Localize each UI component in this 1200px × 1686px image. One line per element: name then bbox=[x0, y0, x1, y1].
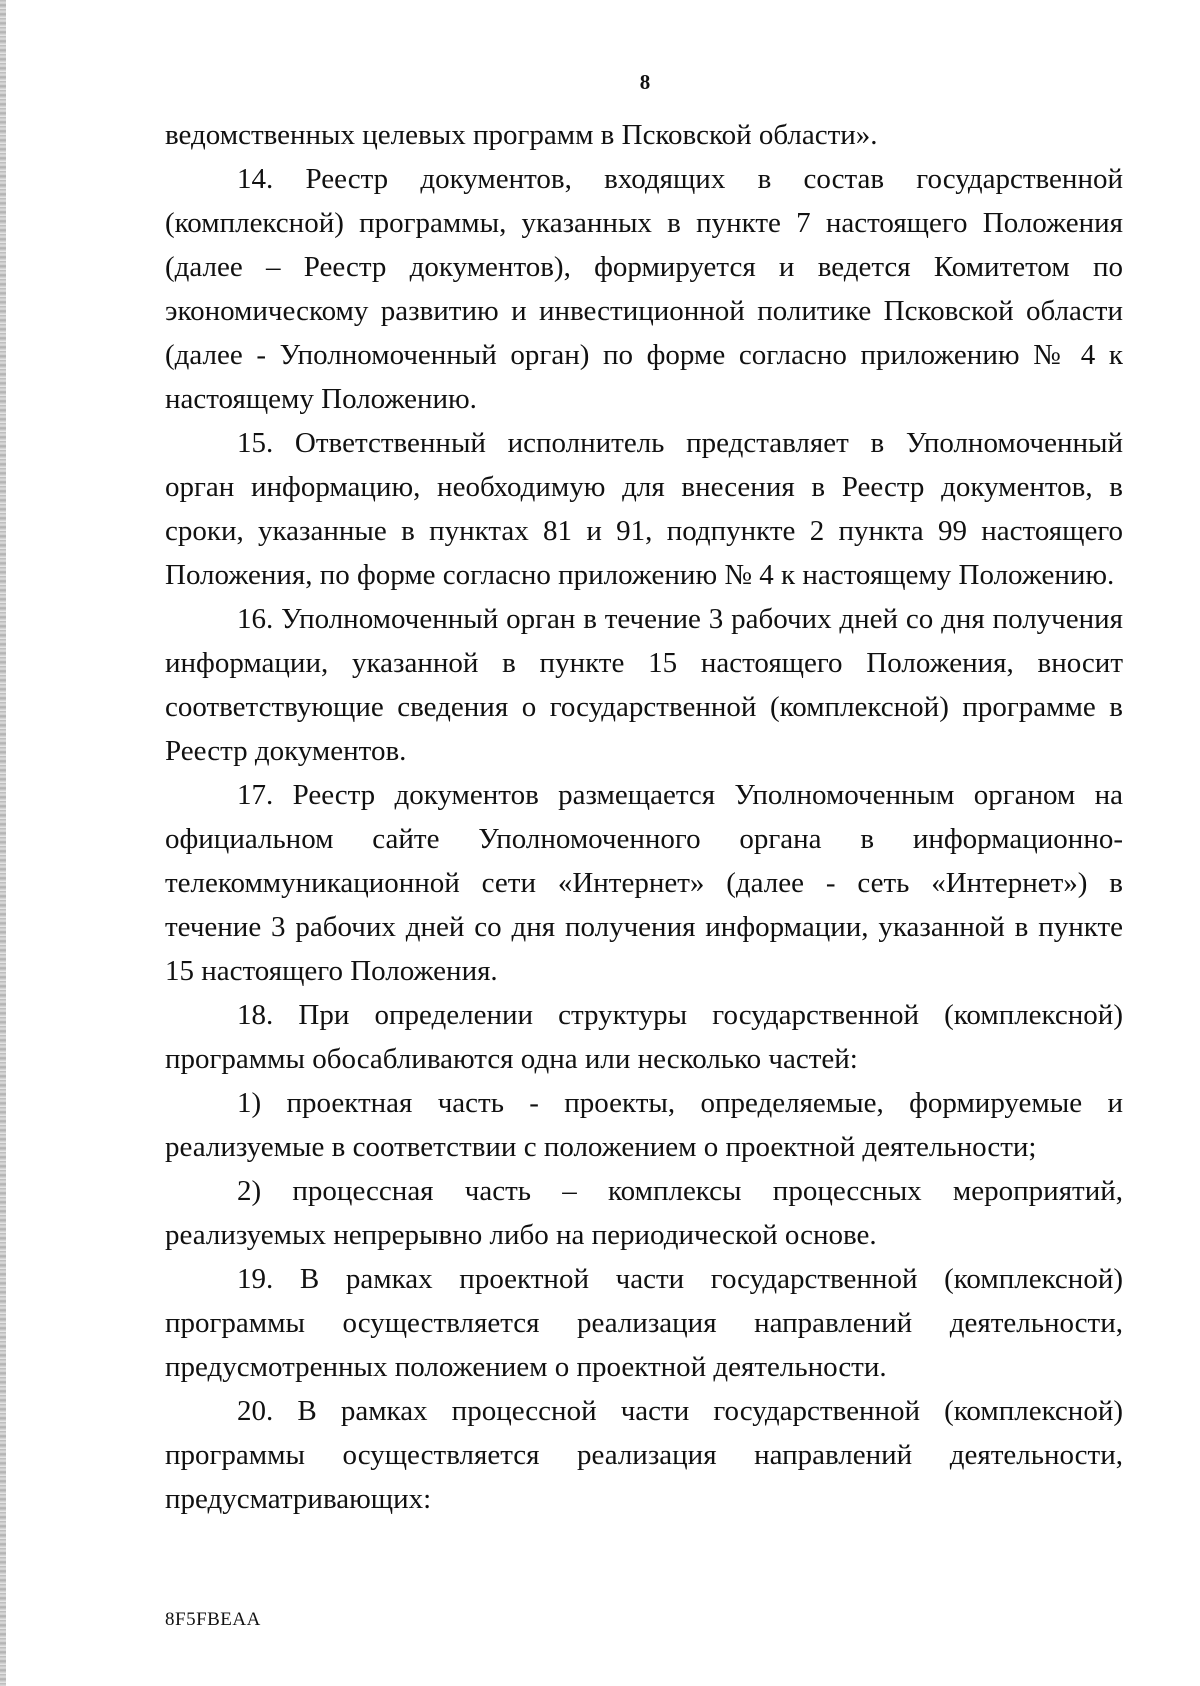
paragraph-19: 19. В рамках проектной части государственной (комплексной) программы осуществляется реализация направлений деятельности, предусмотренных положением о проектной деятельности. bbox=[165, 1263, 1123, 1383]
paragraph-continuation: ведомственных целевых программ в Псковской области». bbox=[165, 119, 878, 151]
paragraph-15: 15. Ответственный исполнитель представляет в Уполномоченный орган информацию, необходимую для внесения в Реестр документов, в сроки, указанные в пунктах 81 и 91, подпункте 2 пункта 99 настоящего Положения, по форме согласно приложению № 4 к настоящему Положению. bbox=[165, 427, 1123, 591]
paragraph-18-item-2: 2) процессная часть – комплексы процессных мероприятий, реализуемых непрерывно либо на периодической основе. bbox=[165, 1175, 1123, 1251]
paragraph-20: 20. В рамках процессной части государственной (комплексной) программы осуществляется реализация направлений деятельности, предусматривающих: bbox=[165, 1395, 1123, 1515]
paragraph-17: 17. Реестр документов размещается Уполномоченным органом на официальном сайте Уполномоченного органа в информационно-телекоммуникационной сети «Интернет» (далее - сеть «Интернет») в течение 3 рабочих дней со дня получения информации, указанной в пункте 15 настоящего Положения. bbox=[165, 779, 1123, 987]
document-code: 8F5FBEAA bbox=[165, 1609, 261, 1630]
scan-edge bbox=[0, 0, 6, 1686]
paragraph-18-item-1: 1) проектная часть - проекты, определяемые, формируемые и реализуемые в соответствии с положением о проектной деятельности; bbox=[165, 1087, 1123, 1163]
page-number: 8 bbox=[639, 70, 651, 94]
paragraph-16: 16. Уполномоченный орган в течение 3 рабочих дней со дня получения информации, указанной в пункте 15 настоящего Положения, вносит соответствующие сведения о государственной (комплексной) программе в Реестр документов. bbox=[165, 603, 1123, 767]
paragraph-18: 18. При определении структуры государственной (комплексной) программы обосабливаются одна или несколько частей: bbox=[165, 999, 1123, 1075]
paragraph-14: 14. Реестр документов, входящих в состав государственной (комплексной) программы, указанных в пункте 7 настоящего Положения (далее – Реестр документов), формируется и ведется Комитетом по экономическому развитию и инвестиционной политике Псковской области (далее - Уполномоченный орган) по форме согласно приложению № 4 к настоящему Положению. bbox=[165, 163, 1123, 415]
document-body bbox=[165, 113, 1123, 1521]
